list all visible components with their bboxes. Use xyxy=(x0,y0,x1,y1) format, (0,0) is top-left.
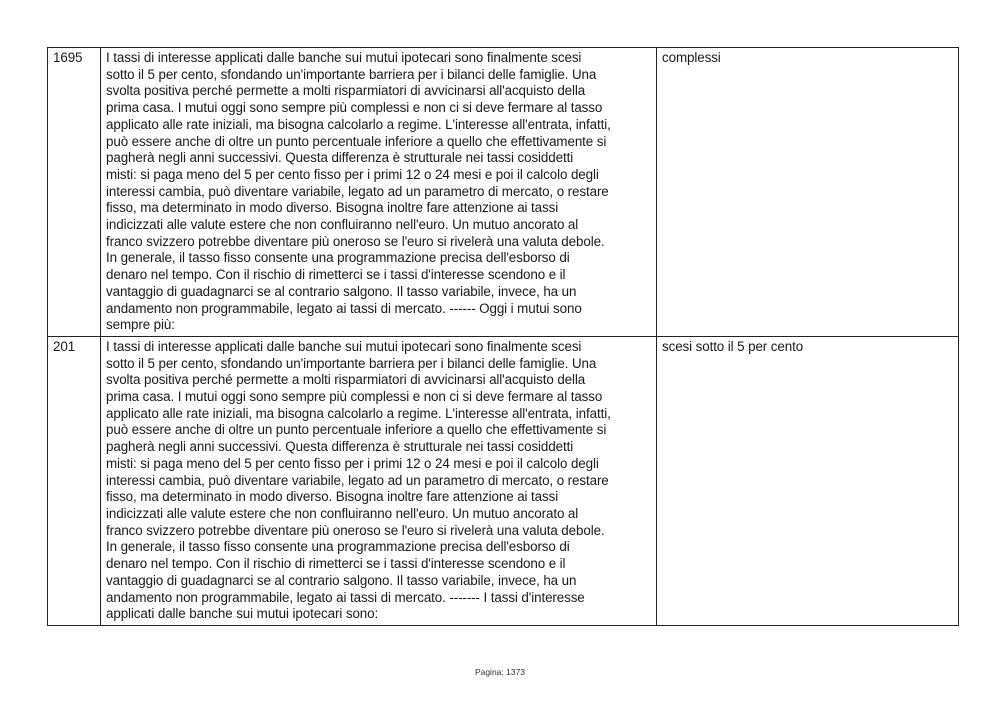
row-question-text: I tassi di interesse applicati dalle banche sui mutui ipotecari sono finalmente scesi sotto il 5 per cento, sfondando un'importante barriera per i bilanci delle famiglie. Una svolta positiva perché permette a molti risparmiatori di avvicinarsi all'acquisto della prima casa. I mutui oggi sono sempre più complessi e non ci si deve fermare al tasso applicato alle rate iniziali, ma bisogna calcolarlo a regime. L'interesse all'entrata, infatti, può essere anche di oltre un punto percentuale inferiore a quello che effettivamente si pagherà negli anni successivi. Questa differenza è strutturale nei tassi cosiddetti misti: si paga meno del 5 per cento fisso per i primi 12 o 24 mesi e poi il calcolo degli interessi cambia, può diventare variabile, legato ad un parametro di mercato, o restare fisso, ma determinato in modo diverso. Bisogna inoltre fare attenzione ai tassi indicizzati alle valute estere che non confluiranno nell'euro. Un mutuo ancorato al franco svizzero potrebbe diventare più oneroso se l'euro si rivelerà una valuta debole. In generale, il tasso fisso consente una programmazione precisa dell'esborso di denaro nel tempo. Con il rischio di rimetterci se i tassi d'interesse scendono e il vantaggio di guadagnarci se al contrario salgono. Il tasso variabile, invece, ha un andamento non programmabile, legato ai tassi di mercato. ------- I tassi d'interesse applicati dalle banche sui mutui ipotecari sono: xyxy=(101,336,657,625)
row-question-text: I tassi di interesse applicati dalle banche sui mutui ipotecari sono finalmente scesi sotto il 5 per cento, sfondando un'importante barriera per i bilanci delle famiglie. Una svolta positiva perché permette a molti risparmiatori di avvicinarsi all'acquisto della prima casa. I mutui oggi sono sempre più complessi e non ci si deve fermare al tasso applicato alle rate iniziali, ma bisogna calcolarlo a regime. L'interesse all'entrata, infatti, può essere anche di oltre un punto percentuale inferiore a quello che effettivamente si pagherà negli anni successivi. Questa differenza è strutturale nei tassi cosiddetti misti: si paga meno del 5 per cento fisso per i primi 12 o 24 mesi e poi il calcolo degli interessi cambia, può diventare variabile, legato ad un parametro di mercato, o restare fisso, ma determinato in modo diverso. Bisogna inoltre fare attenzione ai tassi indicizzati alle valute estere che non confluiranno nell'euro. Un mutuo ancorato al franco svizzero potrebbe diventare più oneroso se l'euro si rivelerà una valuta debole. In generale, il tasso fisso consente una programmazione precisa dell'esborso di denaro nel tempo. Con il rischio di rimetterci se i tassi d'interesse scendono e il vantaggio di guadagnarci se al contrario salgono. Il tasso variabile, invece, ha un andamento non programmabile, legato ai tassi di mercato. ------ Oggi i mutui sono sempre più: xyxy=(101,48,657,337)
row-answer: scesi sotto il 5 per cento xyxy=(657,336,959,625)
table-row xyxy=(48,48,959,337)
table-row xyxy=(48,336,959,625)
question-table xyxy=(47,47,959,626)
row-id: 1695 xyxy=(48,48,101,337)
row-answer: complessi xyxy=(657,48,959,337)
page-number: Pagina: 1373 xyxy=(474,667,526,677)
row-id: 201 xyxy=(48,336,101,625)
